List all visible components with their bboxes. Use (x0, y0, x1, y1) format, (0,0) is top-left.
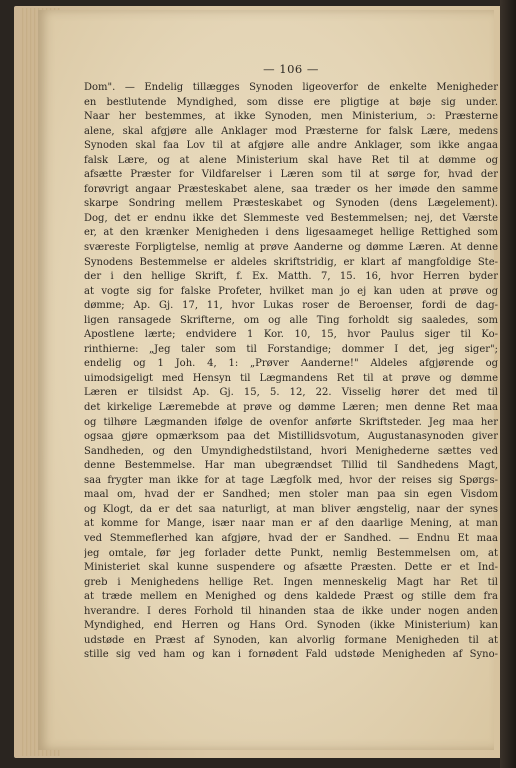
page-body (84, 81, 498, 663)
text-line: Synoden skal faa Lov til at afgjøre alle andre Anklager, som ikke angaa (84, 140, 498, 152)
text-line: det kirkelige Læremebde at prøve og dømme Læren; men denne Ret maa (84, 402, 498, 414)
text-line: Naar her bestemmes, at ikke Synoden, men Ministerium, ɔ: Præsterne (84, 111, 498, 123)
text-line: alene, skal afgjøre alle Anklager mod Præsterne for falsk Lære, medens (84, 125, 498, 137)
text-line: Dom". — Endelig tillægges Synoden ligeoverfor de enkelte Menigheder (84, 82, 498, 93)
text-line: at træde mellem en Menighed og dens kaldede Præst og stille dem fra (84, 591, 498, 603)
text-line: jeg omtale, før jeg forlader dette Punkt, nemlig Bestemmelsen om, at (84, 547, 498, 559)
text-line: falsk Lære, og at alene Ministerium skal have Ret til at dømme og (84, 154, 498, 166)
text-line: skarpe Sondring mellem Præsteskabet og Synoden (dens Lægelement). (84, 198, 498, 210)
text-line: og Klogt, da er det saa naturligt, at man bliver ængstelig, naar der synes (84, 503, 498, 515)
text-line: denne Bestemmelse. Har man ubegrændset Tillid til Sandhedens Magt, (84, 460, 498, 472)
text-line: rinthierne: „Jeg taler som til Forstandige; dommer I det, jeg siger"; (84, 343, 498, 355)
text-line: Læren er tilsidst Ap. Gj. 15, 5. 12, 22. Visselig hører det med til (84, 387, 498, 399)
text-line: hverandre. I deres Forhold til hinanden staa de ikke under nogen anden (84, 605, 498, 617)
text-line: stille sig ved ham og kan i fornødent Fald udstøde Menigheden af Syno- (84, 649, 498, 661)
text-line: en bestlutende Myndighed, som disse ere pligtige at bøje sig under. (84, 96, 498, 108)
text-line: Ministeriet skal kunne suspendere og afsætte Præsten. Dette er et Ind- (84, 562, 498, 574)
text-line: sværeste Forpligtelse, nemlig at prøve Aanderne og dømme Læren. At denne (84, 242, 498, 254)
text-line: er, at den krænker Menigheden i dens ligesaameget hellige Rettighed som (84, 227, 498, 239)
text-line: endelig og 1 Joh. 4, 1: „Prøver Aanderne!" Aldeles afgjørende og (84, 358, 498, 370)
text-line: og tilhøre Lægmanden ifølge de ovenfor anførte Skriftsteder. Jeg maa her (84, 416, 498, 428)
text-line: greb i Menighedens hellige Ret. Ingen menneskelig Magt har Ret til (84, 576, 498, 588)
text-line: ved Stemmeflerhed kan afgjøre, hvad der er Sandhed. — Endnu Et maa (84, 532, 498, 544)
text-line: udstøde en Præst af Synoden, kan alvorlig formane Menigheden til at (84, 634, 498, 646)
text-line: maal om, hvad der er Sandhed; men stoler man paa sin egen Visdom (84, 489, 498, 501)
text-line: afsætte Præster for Vildfarelser i Læren som til at sørge for, hvad der (84, 169, 498, 181)
text-line: ogsaa gjøre opmærksom paa det Mistillidsvotum, Augustanasynoden giver (84, 431, 498, 443)
text-line: der i den hellige Skrift, f. Ex. Matth. 7, 15. 16, hvor Herren byder (84, 271, 498, 283)
text-line: Dog, det er endnu ikke det Slemmeste ved Bestemmelsen; nej, det Værste (84, 212, 498, 224)
text-line: Sandheden, og den Umyndighedstilstand, hvori Menighederne sættes ved (84, 445, 498, 457)
text-line: Synodens Bestemmelse er aldeles skriftstridig, er klart af mangfoldige Ste- (84, 256, 498, 268)
text-line: dømme; Ap. Gj. 17, 11, hvor Lukas roser de Beroenser, fordi de dag- (84, 300, 498, 312)
text-line: uimodsigeligt med Hensyn til Lægmandens Ret til at prøve og dømme (84, 372, 498, 384)
text-line: at vogte sig for falske Profeter, hvilket man jo ej kan uden at prøve og (84, 285, 498, 297)
right-shadow (500, 0, 516, 768)
text-line: forøvrigt angaar Præsteskabet alene, saa træder os her imøde den samme (84, 183, 498, 195)
text-line: saa frygter man ikke for at tage Lægfolk med, hvor der reises sig Spørgs- (84, 474, 498, 486)
text-line: ligen ransagede Skrifterne, om og alle Ting forholdt sig saaledes, som (84, 314, 498, 326)
page-number: — 106 — (263, 62, 319, 76)
text-line: Apostlene lærte; endvidere 1 Kor. 10, 15, hvor Paulus siger til Ko- (84, 329, 498, 341)
text-line: Myndighed, end Herren og Hans Ord. Synoden (ikke Ministerium) kan (84, 620, 498, 632)
text-line: at komme for Mange, især naar man er af den daarlige Mening, at man (84, 518, 498, 530)
